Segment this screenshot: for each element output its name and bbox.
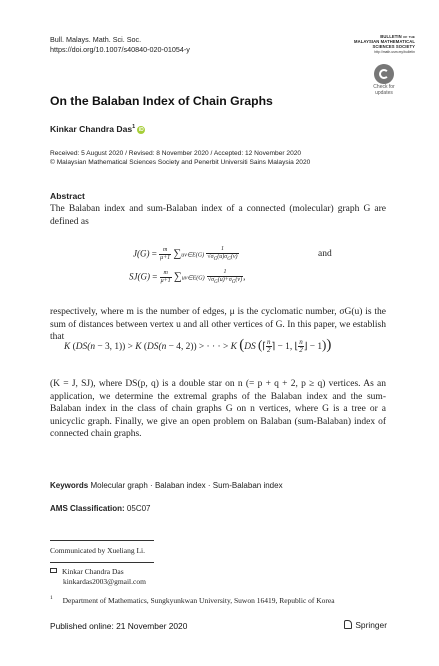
ams-classification xyxy=(50,504,151,513)
publisher-name: Springer xyxy=(355,620,387,630)
equation-and-word: and xyxy=(318,249,332,259)
keywords-text: Molecular graph · Balaban index · Sum-Balaban index xyxy=(90,481,283,490)
society-line-1: BULLETIN of the xyxy=(380,34,415,39)
check-updates-line2: updates xyxy=(375,89,393,96)
orcid-icon[interactable]: iD xyxy=(138,127,144,133)
corresponding-author xyxy=(50,567,146,586)
keywords-label: Keywords xyxy=(50,481,89,490)
equation-balaban: J(G) = $\frac{m}{\mu+1}$ ∑uv∈E(G) $\frac{1}{√\sigma_G(u)\sigma_G(v)}$ xyxy=(133,246,238,263)
published-online: Published online: 21 November 2020 xyxy=(50,621,188,631)
article-title: On the Balaban Index of Chain Graphs xyxy=(50,94,273,108)
corr-author-email[interactable]: kinkardas2003@gmail.com xyxy=(63,576,146,586)
footnote-rule-2 xyxy=(50,562,154,563)
society-line-3: SCIENCES SOCIETY xyxy=(372,44,415,50)
abstract-heading: Abstract xyxy=(50,191,85,201)
article-dates xyxy=(50,149,310,167)
abstract-paragraph-3: (K = J, SJ), where DS(p, q) is a double star on n (= p + q + 2, p ≥ q) vertices. As an application, we determine the extremal graphs of the Balaban index and the sum-Balaban index in the class of chain graphs G on n vertices, where G is a tree or a unicyclic graph. Finally, we give an open problem on Balaban (sum-Balaban) index of connected chain graphs. xyxy=(50,379,386,439)
affil-num: 1 xyxy=(50,595,53,601)
affil-text: Department of Mathematics, Sungkyunkwan University, Suwon 16419, Republic of Korea xyxy=(62,595,335,605)
email-icon xyxy=(50,568,57,573)
society-line-2: MALAYSIAN MATHEMATICAL xyxy=(354,39,415,45)
check-for-updates-badge[interactable] xyxy=(365,64,403,98)
society-logo-text xyxy=(354,34,415,55)
equation-inequality-chain: K (DS(n − 3, 1)) > K (DS(n − 4, 2)) > · · · > K (DS (⌈ $\frac{n}{2}$ ⌉ − 1, ⌊ $\frac{n}{2}$ ⌋ − 1)) xyxy=(64,337,332,355)
author-affil-sup: 1 xyxy=(132,124,136,131)
footnote-rule xyxy=(50,540,154,541)
springer-horse-icon xyxy=(344,620,352,629)
society-url[interactable]: http://math.usm.my/bulletin xyxy=(374,49,415,54)
keywords-line xyxy=(50,481,283,490)
communicated-by: Communicated by Xueliang Li. xyxy=(50,546,145,555)
author-name: Kinkar Chandra Das xyxy=(50,124,133,134)
ams-code: 05C07 xyxy=(126,504,151,513)
affiliation xyxy=(50,594,335,605)
springer-logo xyxy=(344,620,387,630)
received-dates: Received: 5 August 2020 / Revised: 8 November 2020 / Accepted: 12 November 2020 xyxy=(50,150,302,157)
ams-label: AMS Classification: xyxy=(50,504,125,513)
equation-sum-balaban: SJ(G) = $\frac{m}{\mu+1}$ ∑uv∈E(G) $\frac{1}{√\sigma_G(u)+\sigma_G(v)}$ , xyxy=(129,269,246,286)
check-updates-icon xyxy=(374,64,394,84)
abstract-paragraph-1: The Balaban index and sum-Balaban index of a connected (molecular) graph G are defined as xyxy=(50,204,386,227)
abstract-paragraph-2: respectively, where m is the number of edges, μ is the cyclomatic number, σG(u) is the sum of distances between vertex u and all other vertices of G. In this paper, we establish that xyxy=(50,307,386,342)
copyright-line: © Malaysian Mathematical Sciences Society and Penerbit Universiti Sains Malaysia 2020 xyxy=(50,159,311,166)
journal-abbrev: Bull. Malays. Math. Sci. Soc. xyxy=(50,35,142,44)
doi-link[interactable]: https://doi.org/10.1007/s40840-020-01054-y xyxy=(50,45,190,54)
corr-author-name: Kinkar Chandra Das xyxy=(62,567,124,576)
author-line xyxy=(50,124,145,134)
journal-header xyxy=(50,35,190,55)
check-updates-line1: Check for xyxy=(373,84,395,90)
